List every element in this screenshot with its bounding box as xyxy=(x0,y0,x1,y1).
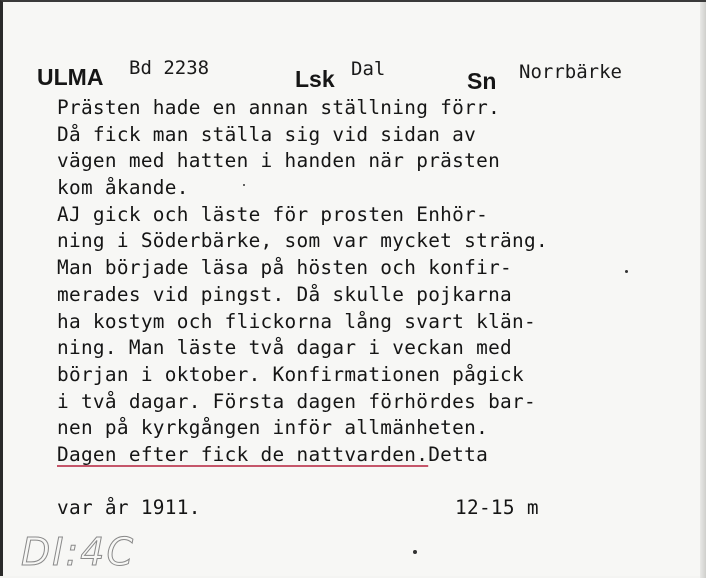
footer-row xyxy=(57,496,577,524)
card-edge xyxy=(700,2,706,578)
record-text xyxy=(57,95,548,469)
text-line: vägen med hatten i handen när prästen xyxy=(57,149,501,173)
lsk-value: Dal xyxy=(351,58,386,80)
ink-speck xyxy=(413,550,417,554)
text-line: ha kostym och flickorna lång svart klän- xyxy=(57,309,536,333)
sn-label: Sn xyxy=(467,68,497,94)
text-line: början i oktober. Konfirmationen pågick xyxy=(57,362,524,386)
text-line: i två dagar. Första dagen förhördes bar- xyxy=(57,389,536,413)
ink-speck xyxy=(625,270,628,273)
text-line: ning i Söderbärke, som var mycket sträng. xyxy=(57,229,548,253)
ink-speck xyxy=(243,184,245,186)
archive-mark: DI:4C xyxy=(21,530,135,574)
text-line: ning. Man läste två dagar i veckan med xyxy=(57,336,513,360)
age-text: 12-15 m xyxy=(455,496,539,519)
lsk-label: Lsk xyxy=(295,66,335,92)
text-line: AJ gick och läste för prosten Enhör- xyxy=(57,202,489,226)
text-line: Då fick man ställa sig vid sidan av xyxy=(57,122,477,146)
text-line: Man började läsa på hösten och konfir- xyxy=(57,256,513,280)
text-line: merades vid pingst. Då skulle pojkarna xyxy=(57,282,513,306)
underlined-sentence: Dagen efter fick de nattvarden. xyxy=(57,442,429,466)
line-continuation: Detta xyxy=(428,442,489,466)
text-line: Prästen hade en annan ställning förr. xyxy=(57,96,501,119)
bd-value: Bd 2238 xyxy=(129,57,210,79)
year-text: var år 1911. xyxy=(57,496,201,519)
ulma-label: ULMA xyxy=(37,64,104,90)
text-line: nen på kyrkgången inför allmänheten. xyxy=(57,416,489,440)
sn-value: Norrbärke xyxy=(519,61,622,83)
text-line-underlined xyxy=(57,442,548,469)
text-line: kom åkande. xyxy=(57,176,189,200)
